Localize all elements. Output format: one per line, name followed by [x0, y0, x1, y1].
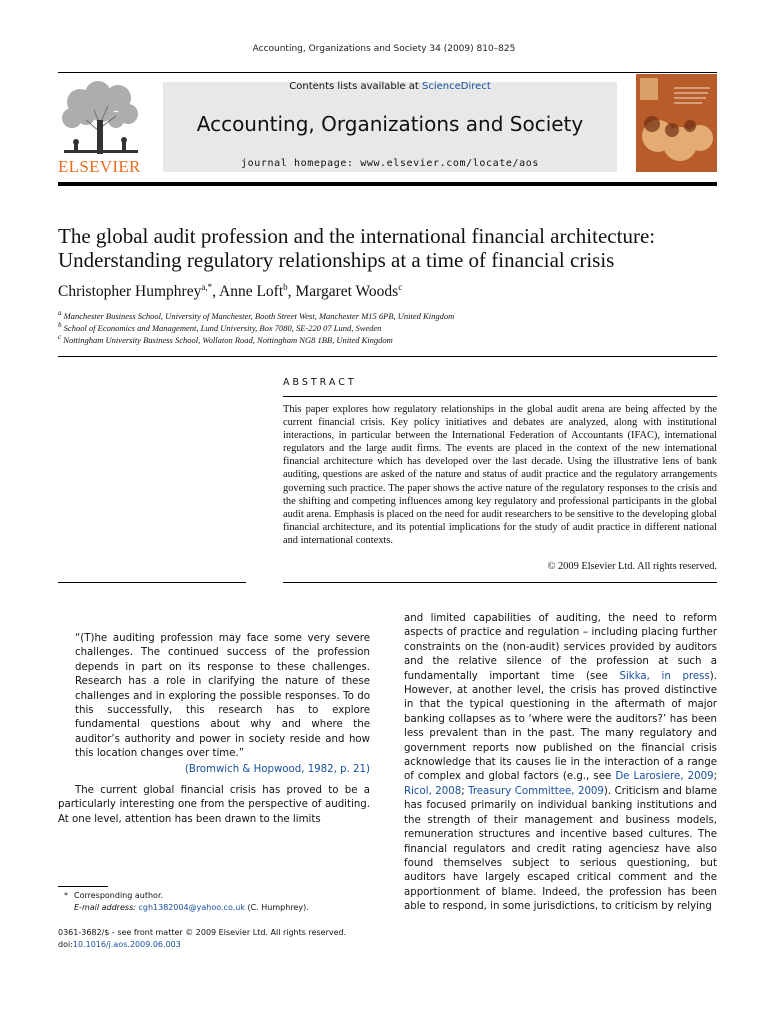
copyright-notice: © 2009 Elsevier Ltd. All rights reserved.: [547, 561, 717, 572]
affiliation-marker: a: [58, 309, 62, 317]
affiliation-marker: c: [58, 333, 62, 341]
affiliations-rule: [58, 356, 717, 357]
epigraph-citation-link[interactable]: (Bromwich & Hopwood, 1982, p. 21): [184, 764, 370, 775]
issn-line: 0361-3682/$ - see front matter © 2009 Elsevier Ltd. All rights reserved.: [58, 928, 347, 937]
epigraph-quote: “(T)he auditing profession may face some very severe challenges. The continued success of the profession depends in part on its response to these challenges. Research has a role in clarifying the nature of these challenges and in exploring the possible responses. To do this successfully, this research has to explore fundamental questions about why and where the auditor’s authority and power in society reside and how this location changes over time.”: [75, 633, 370, 760]
author-name: Christopher Humphrey: [58, 283, 202, 301]
header-top-rule: [58, 72, 717, 73]
sciencedirect-link[interactable]: ScienceDirect: [422, 81, 491, 92]
affiliation: [58, 321, 381, 333]
header-thick-rule: [58, 182, 717, 186]
journal-title: Accounting, Organizations and Society: [196, 112, 584, 136]
contents-line: [163, 81, 617, 92]
corresponding-author-label: Corresponding author.: [74, 891, 164, 900]
footnote-marker: *: [64, 891, 68, 900]
body-text: ). Criticism and blame has focused primarily on individual banking institutions and the strength of their management and business models, remuneration structures and incentive based cultures. The financial regulators and credit rating agenciesz have also found themselves subject to serious questioning, but auditors have largely escaped critical comment and the apportionment of blame. Indeed, the profession has been able to respond, in some jurisdictions, to criticism by relying: [404, 785, 718, 913]
author-affiliation-marker[interactable]: b: [283, 282, 288, 292]
footnote-line: [58, 890, 309, 902]
epigraph-citation: [75, 763, 370, 777]
reference-link[interactable]: De Larosiere, 2009: [615, 771, 714, 783]
reference-link[interactable]: Sikka, in press: [619, 670, 710, 682]
elsevier-logo-text: ELSEVIER: [58, 157, 141, 176]
right-column-paragraph: [404, 612, 717, 915]
author-separator: ,: [287, 283, 296, 301]
email-owner: (C. Humphrey).: [244, 903, 309, 912]
footnote-email-line: [58, 902, 309, 914]
contents-prefix: Contents lists available at: [289, 81, 423, 92]
doi-link[interactable]: 10.1016/j.aos.2009.06.003: [72, 940, 181, 949]
reference-link[interactable]: Ricol, 2008: [404, 785, 462, 797]
elsevier-tree-logo: [58, 80, 143, 156]
body-text: and limited capabilities of auditing, the need to reform aspects of practice and regulation – including placing further constraints on the (non-audit) services provided by auditors and the relative silence of the profession at such a fundamentally important time (see: [404, 613, 717, 682]
email-link[interactable]: cgh1382004@yahoo.co.uk: [138, 903, 245, 912]
abstract-heading-rule: [283, 396, 717, 397]
affiliation-text: Nottingham University Business School, Wollaton Road, Nottingham NG8 1BB, United Kingdom: [63, 334, 393, 345]
author-list: [58, 282, 402, 301]
doi-label: doi:: [58, 940, 73, 949]
abstract-heading: ABSTRACT: [283, 377, 357, 388]
affiliation-text: Manchester Business School, University of Manchester, Booth Street West, Manchester M15 6PB, United Kingdom: [63, 310, 455, 321]
email-label: E-mail address:: [74, 903, 139, 912]
author-name: Margaret Woods: [295, 283, 399, 301]
body-text: ;: [461, 785, 469, 797]
author-affiliation-marker[interactable]: c: [398, 282, 403, 292]
author-name: Anne Loft: [219, 283, 284, 301]
abstract-right-rule: [283, 582, 717, 583]
affiliation: [58, 309, 454, 321]
affiliation-text: School of Economics and Management, Lund University, Box 7080, SE-220 07 Lund, Sweden: [63, 322, 382, 333]
corresponding-author-footnote: [58, 890, 309, 914]
journal-citation: Accounting, Organizations and Society 34 (2009) 810–825: [252, 44, 516, 54]
body-text: ). However, at another level, the crisis has proved distinctive in that the typical questioning in the aftermath of major banking collapses as to ‘where were the auditors?’ has been less prevalent than in the past. The many regulatory and government reports now published on the financial crisis acknowledge that its causes lie in the interaction of a range of complex and global factors (e.g., see: [404, 670, 717, 783]
affiliation-marker: b: [58, 321, 62, 329]
author-separator: ,: [212, 283, 220, 301]
body-text: ;: [713, 771, 717, 783]
doi-line: [58, 939, 346, 951]
journal-cover-image: [636, 74, 717, 172]
article-title-line-2: Understanding regulatory relationships at a time of financial crisis: [58, 248, 615, 272]
author-affiliation-marker[interactable]: a,*: [201, 282, 213, 292]
article-title-line-1: The global audit profession and the international financial architecture:: [58, 224, 656, 248]
affiliation: [58, 333, 393, 345]
reference-link[interactable]: Treasury Committee, 2009: [468, 785, 604, 797]
article-title: [58, 224, 738, 272]
abstract-left-rule: [58, 582, 246, 583]
footnote-rule: [58, 886, 108, 887]
journal-homepage[interactable]: journal homepage: www.elsevier.com/locate/aos: [241, 158, 539, 169]
abstract-text: This paper explores how regulatory relationships in the global audit arena are being affected by the current financial crisis. Key policy initiatives and debates are analyzed, along with institutional interactions, in particular between the International Federation of Accountants (IFAC), international regulators and the large audit firms. The events are placed in the context of the new international financial architecture which has developed over the last decade. Using the illustrative lens of bank auditing, questions are asked of the nature and status of audit practice and the regulatory arrangements governing such practice. The paper shows the active nature of the regulatory responses to the crisis and the shifting and competing influences among key regulatory and professional participants in the global audit arena. Emphasis is placed on the need for audit researchers to be sensitive to the developing global financial architecture, and its potential implications for the study of audit practice in different national and international contexts.: [283, 404, 717, 546]
intro-paragraph: The current global financial crisis has proved to be a particularly interesting one from the perspective of auditing. At one level, attention has been drawn to the limits: [58, 785, 370, 825]
front-matter-info: [58, 927, 346, 951]
